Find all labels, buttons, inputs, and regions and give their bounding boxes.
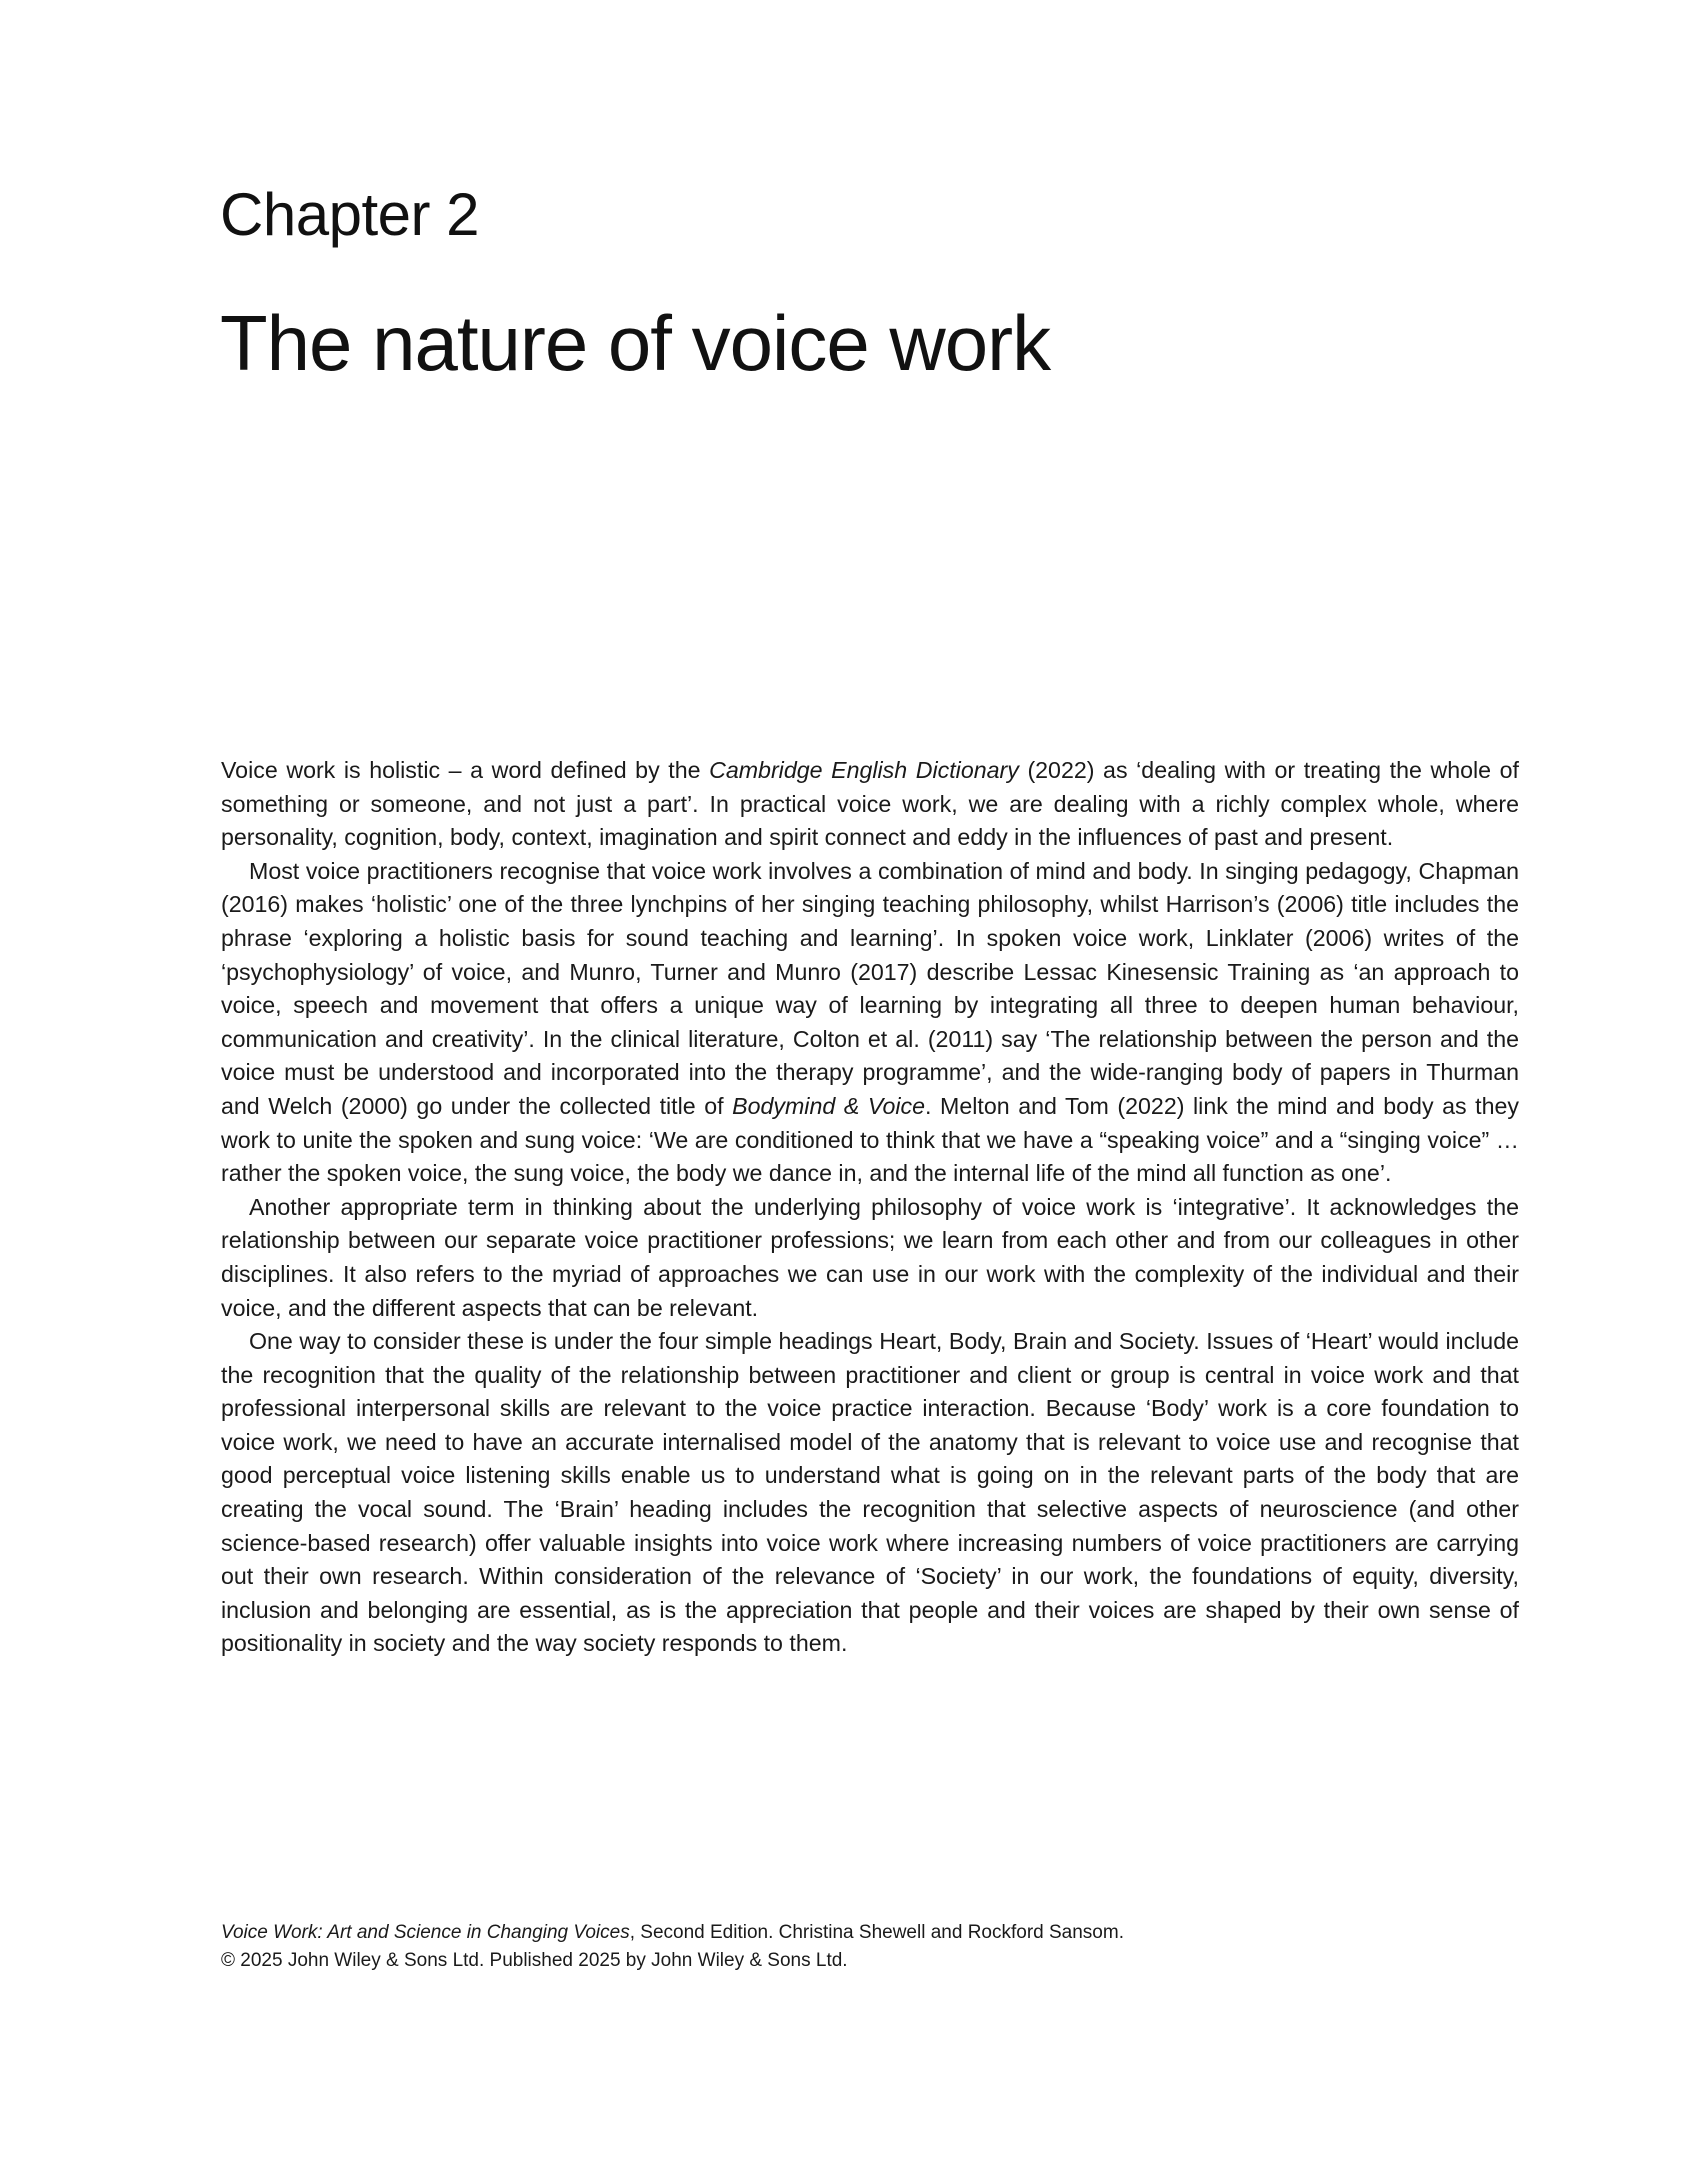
chapter-body [221,754,1519,1661]
paragraph-3-text: Another appropriate term in thinking about the underlying philosophy of voice work is ‘integrative’. It acknowledges the relationship between our separate voice practitioner professions; we learn from each other and from our colleagues in other disciplines. It also refers to the myriad of approaches we can use in our work with the complexity of the individual and their voice, and the different aspects that can be relevant. [221,1193,1519,1321]
paragraph-2-text-b: . Melton and Tom (2022) link the mind and body as they work to unite the spoken and sung voice: ‘We are conditioned to think that we have a “speaking voice” and a “singing voice” … rather the spoken voice, the sung voice, the body we dance in, and the internal life of the mind all function as one’. [221,1092,1520,1187]
paragraph-4-text: One way to consider these is under the four simple headings Heart, Body, Brain and Society. Issues of ‘Heart’ would include the recognition that the quality of the relationship between practitioner and client or group is central in voice work and that professional interpersonal skills are relevant to the voice practice interaction. Because ‘Body’ work is a core foundation to voice work, we need to have an accurate internalised model of the anatomy that is relevant to voice use and recognise that good perceptual voice listening skills enable us to understand what is going on in the relevant parts of the body that are creating the vocal sound. The ‘Brain’ heading includes the recognition that selective aspects of neuroscience (and other science-based research) offer valuable insights into voice work where increasing numbers of voice practitioners are carrying out their own research. Within consideration of the relevance of ‘Society’ in our work, the foundations of equity, diversity, inclusion and belonging are essential, as is the appreciation that people and their voices are shaped by their own sense of positionality in society and the way society responds to them. [221,1328,1519,1657]
paragraph-3 [221,1191,1519,1325]
footer-citation [221,1919,1519,1947]
paragraph-1-text-a: Voice work is holistic – a word defined by the [221,757,710,783]
paragraph-1 [221,754,1519,855]
chapter-title: The nature of voice work [220,299,1051,387]
paragraph-2 [221,855,1519,1191]
footer-edition-line: , Second Edition. Christina Shewell and Rockford Sansom. [629,1922,1124,1943]
paragraph-4 [221,1325,1519,1661]
page-footer [221,1919,1519,1975]
chapter-label: Chapter 2 [220,181,479,248]
paragraph-2-text-a: Most voice practitioners recognise that voice work involves a combination of mind and body. In singing pedagogy, Chapman (2016) makes ‘holistic’ one of the three lynchpins of her singing teaching philosophy, whilst Harrison’s (2006) title includes the phrase ‘exploring a holistic basis for sound teaching and learning’. In spoken voice work, Linklater (2006) writes of the ‘psychophysiology’ of voice, and Munro, Turner and Munro (2017) describe Lessac Kinesensic Training as ‘an approach to voice, speech and movement that offers a unique way of learning by integrating all three to deepen human behaviour, communication and creativity’. In the clinical literature, Colton et al. (2011) say ‘The relationship between the person and the voice must be understood and incorporated into the therapy programme’, and the wide-ranging body of papers in Thurman and Welch (2000) go under the collected title of [221,857,1519,1119]
paragraph-1-text-b: (2022) as ‘dealing with or treating the whole of something or someone, and not just a part’. In practical voice work, we are dealing with a richly complex whole, where personality, cognition, body, context, imagination and spirit connect and eddy in the influences of past and present. [221,757,1519,851]
footer-book-title: Voice Work: Art and Science in Changing Voices [221,1922,630,1943]
footer-copyright: © 2025 John Wiley & Sons Ltd. Published 2025 by John Wiley & Sons Ltd. [221,1950,848,1971]
paragraph-2-italic-bodymind: Bodymind & Voice [732,1092,926,1119]
paragraph-1-italic-dictionary: Cambridge English Dictionary [709,757,1019,783]
